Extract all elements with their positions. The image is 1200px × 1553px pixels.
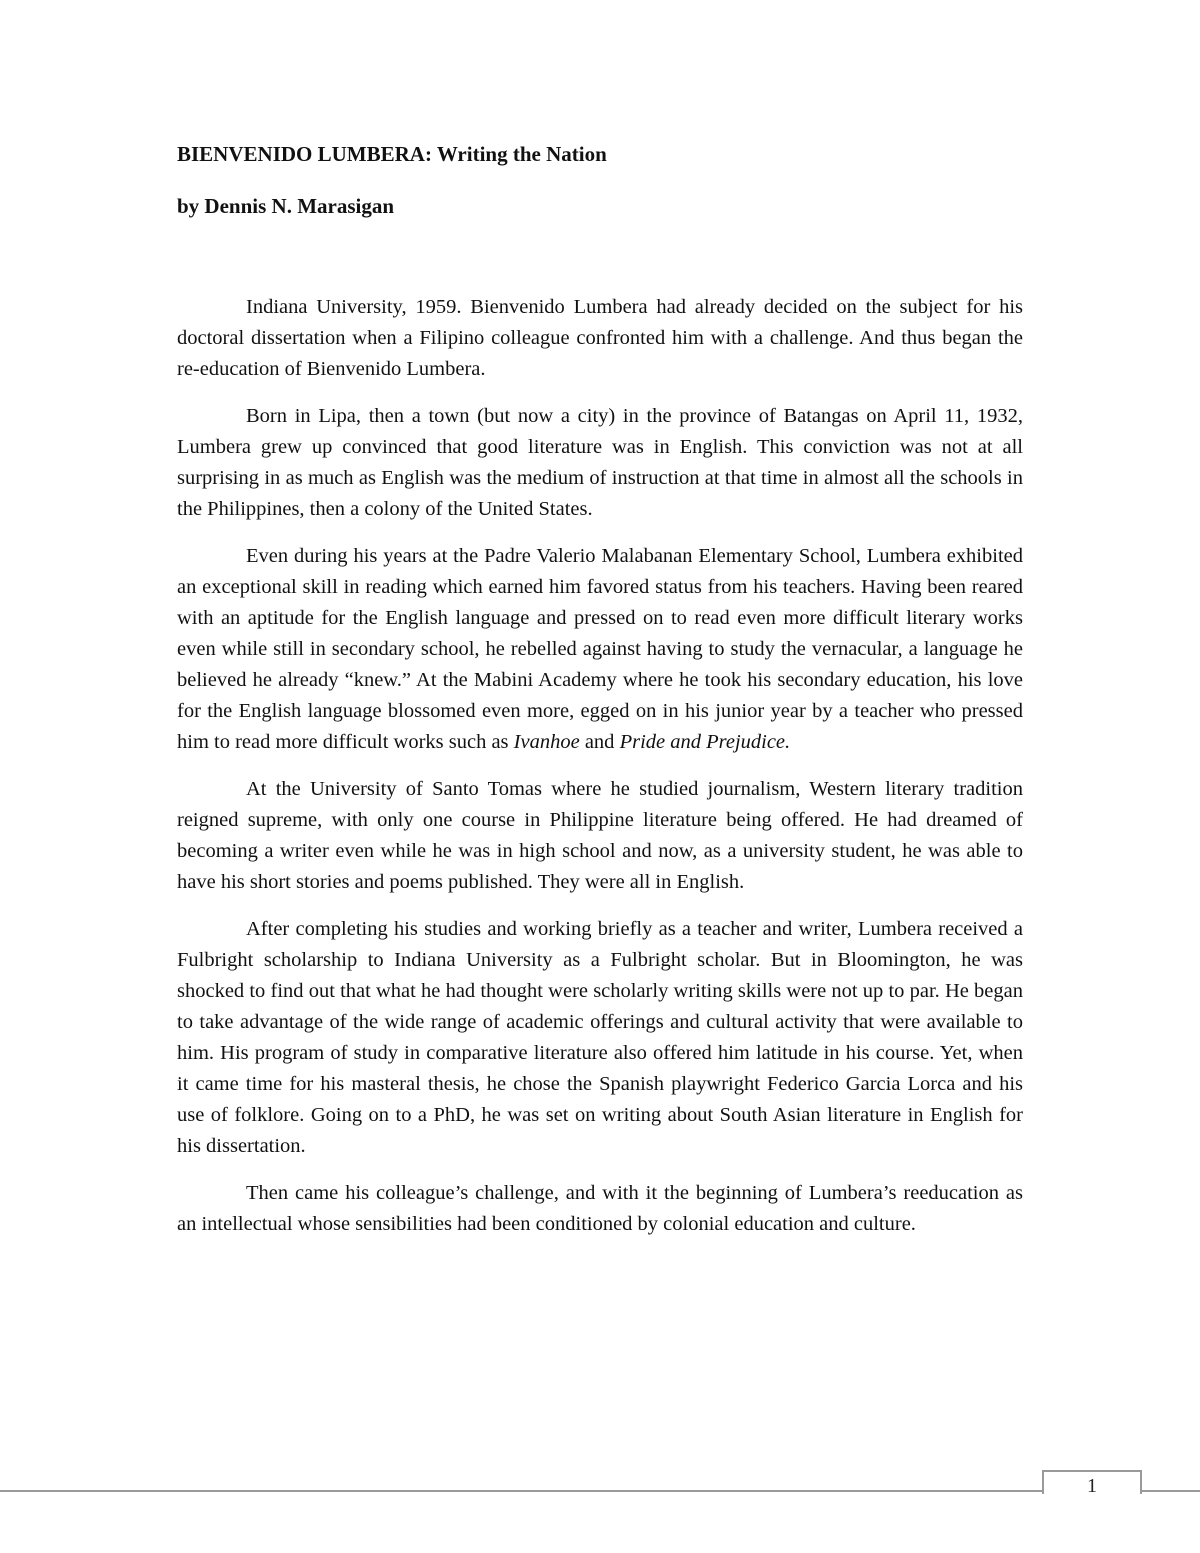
paragraph: Indiana University, 1959. Bienvenido Lumbera had already decided on the subject for his doctoral dissertation when a Filipino colleague confronted him with a challenge. And thus began the re-education of Bienvenido Lumbera. <box>177 296 1023 380</box>
footer-rule <box>0 1490 1200 1492</box>
book-title: Pride and Prejudice. <box>619 731 791 753</box>
document-body <box>177 292 1023 1256</box>
paragraph-text: and <box>579 731 620 753</box>
paragraph: After completing his studies and working briefly as a teacher and writer, Lumbera received a Fulbright scholarship to Indiana University as a Fulbright scholar. But in Bloomington, he was shocked to find out that what he had thought were scholarly writing skills were not up to par. He began to take advantage of the wide range of academic offerings and cultural activity that were available to him. His program of study in comparative literature also offered him latitude in his course. Yet, when it came time for his masteral thesis, he chose the Spanish playwright Federico Garcia Lorca and his use of folklore. Going on to a PhD, he was set on writing about South Asian literature in English for his dissertation. <box>177 918 1023 1157</box>
paragraph: Born in Lipa, then a town (but now a city) in the province of Batangas on April 11, 1932, Lumbera grew up convinced that good literature was in English. This conviction was not at all surprising in as much as English was the medium of instruction at that time in almost all the schools in the Philippines, then a colony of the United States. <box>177 405 1023 520</box>
document-title: BIENVENIDO LUMBERA: Writing the Nation <box>177 142 607 166</box>
book-title: Ivanhoe <box>513 731 580 753</box>
page-number: 1 <box>1087 1475 1097 1497</box>
paragraph <box>177 541 1023 758</box>
document-byline: by Dennis N. Marasigan <box>177 194 395 218</box>
paragraph-text: Even during his years at the Padre Valerio Malabanan Elementary School, Lumbera exhibited an exceptional skill in reading which earned him favored status from his teachers. Having been reared with an aptitude for the English language and pressed on to read even more difficult literary works even while still in secondary school, he rebelled against having to study the vernacular, a language he believed he already “knew.” At the Mabini Academy where he took his secondary education, his love for the English language blossomed even more, egged on in his junior year by a teacher who pressed him to read more difficult works such as <box>177 545 1023 753</box>
paragraph: At the University of Santo Tomas where he studied journalism, Western literary tradition reigned supreme, with only one course in Philippine literature being offered. He had dreamed of becoming a writer even while he was in high school and now, as a university student, he was able to have his short stories and poems published. They were all in English. <box>177 778 1023 893</box>
paragraph: Then came his colleague’s challenge, and with it the beginning of Lumbera’s reeducation as an intellectual whose sensibilities had been conditioned by colonial education and culture. <box>177 1182 1023 1235</box>
